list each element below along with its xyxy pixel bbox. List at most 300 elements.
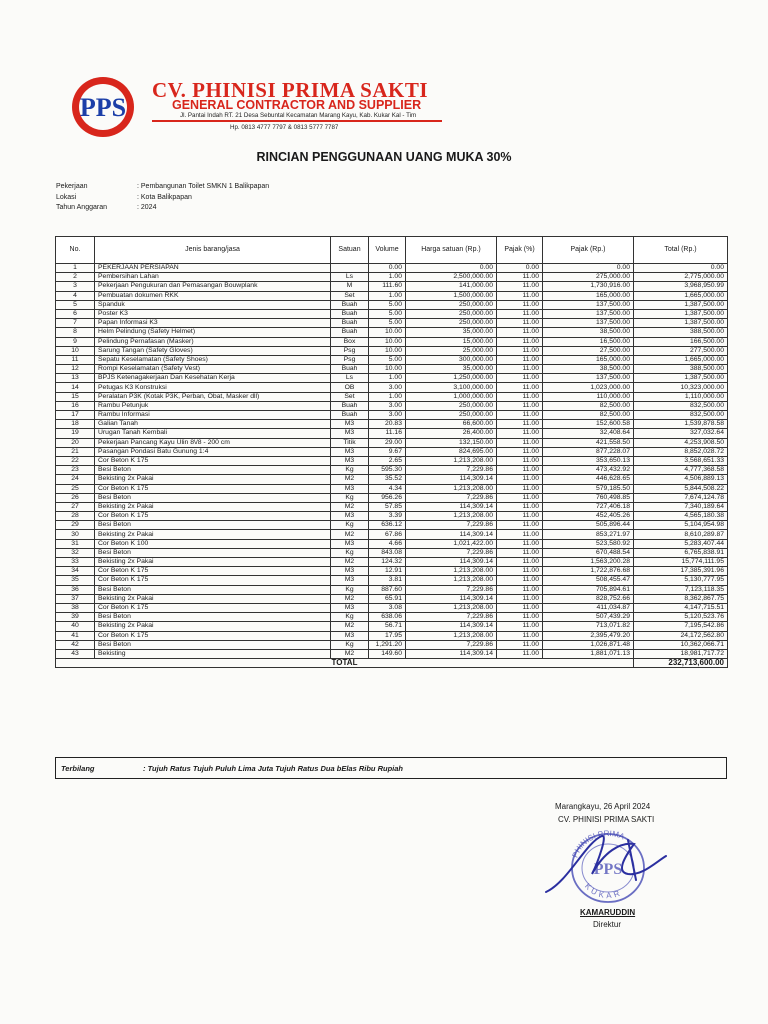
row-unit-price: 1,213,208.00	[406, 631, 497, 640]
row-unit-price: 35,000.00	[406, 365, 497, 374]
row-item: Helm Pelindung (Safety Helmet)	[95, 328, 331, 337]
row-unit-price: 114,309.14	[406, 530, 497, 539]
row-volume: 1.00	[369, 291, 406, 300]
company-name: CV. PHINISI PRIMA SAKTI	[152, 78, 428, 102]
row-total: 17,385,391.96	[634, 567, 728, 576]
project-meta	[56, 182, 269, 214]
row-item: Sarung Tangan (Safety Gloves)	[95, 346, 331, 355]
row-unit: M3	[331, 429, 369, 438]
row-tax-pct: 11.00	[497, 558, 543, 567]
row-tax-pct: 11.00	[497, 374, 543, 383]
row-volume: 5.00	[369, 319, 406, 328]
row-no: 5	[56, 300, 95, 309]
row-tax-amount: 853,271.97	[543, 530, 634, 539]
table-row	[56, 613, 728, 622]
col-header-no: No.	[56, 237, 95, 264]
row-tax-amount: 2,395,479.20	[543, 631, 634, 640]
row-volume: 595.30	[369, 466, 406, 475]
document-title: RINCIAN PENGGUNAAN UANG MUKA 30%	[256, 150, 512, 164]
row-tax-amount: 505,896.44	[543, 521, 634, 530]
row-no: 8	[56, 328, 95, 337]
company-logo	[70, 74, 136, 140]
row-unit-price: 250,000.00	[406, 319, 497, 328]
row-tax-pct: 11.00	[497, 346, 543, 355]
row-tax-amount: 38,500.00	[543, 365, 634, 374]
row-tax-amount: 705,894.61	[543, 585, 634, 594]
row-item: Besi Beton	[95, 548, 331, 557]
row-tax-pct: 11.00	[497, 392, 543, 401]
row-tax-amount: 0.00	[543, 264, 634, 273]
row-unit: Kg	[331, 466, 369, 475]
row-item: Besi Beton	[95, 585, 331, 594]
table-row	[56, 328, 728, 337]
row-unit-price: 25,000.00	[406, 346, 497, 355]
row-total: 10,362,066.71	[634, 640, 728, 649]
row-tax-amount: 411,034.87	[543, 603, 634, 612]
row-unit-price: 1,250,000.00	[406, 374, 497, 383]
row-total: 8,610,289.87	[634, 530, 728, 539]
row-volume: 3.39	[369, 512, 406, 521]
row-item: Sepatu Keselamatan (Safety Shoes)	[95, 355, 331, 364]
row-item: Pembuatan dokumen RKK	[95, 291, 331, 300]
meta-value: : 2024	[137, 204, 157, 211]
table-body	[56, 264, 728, 659]
col-header-tax-pct: Pajak (%)	[497, 237, 543, 264]
row-unit: M3	[331, 456, 369, 465]
signature-place-date: Marangkayu, 26 April 2024	[555, 802, 651, 811]
table-row	[56, 521, 728, 530]
row-unit: M2	[331, 594, 369, 603]
row-total: 6,765,838.91	[634, 548, 728, 557]
terbilang-box	[55, 757, 727, 779]
row-tax-pct: 11.00	[497, 603, 543, 612]
table-row	[56, 300, 728, 309]
letterhead-divider	[152, 120, 442, 122]
row-no: 6	[56, 309, 95, 318]
row-no: 24	[56, 475, 95, 484]
table-row	[56, 401, 728, 410]
row-item: Cor Beton K 175	[95, 631, 331, 640]
row-tax-amount: 760,498.85	[543, 493, 634, 502]
row-tax-pct: 11.00	[497, 456, 543, 465]
row-unit-price: 1,213,208.00	[406, 576, 497, 585]
row-item: Papan Informasi K3	[95, 319, 331, 328]
row-tax-pct: 11.00	[497, 300, 543, 309]
row-unit: M2	[331, 530, 369, 539]
signature-company: CV. PHINISI PRIMA SAKTI	[558, 815, 655, 824]
row-tax-pct: 11.00	[497, 401, 543, 410]
row-volume: 3.81	[369, 576, 406, 585]
row-total: 7,674,124.78	[634, 493, 728, 502]
row-tax-amount: 523,580.92	[543, 539, 634, 548]
row-no: 27	[56, 502, 95, 511]
row-no: 3	[56, 282, 95, 291]
row-unit	[331, 264, 369, 273]
row-tax-amount: 713,071.82	[543, 622, 634, 631]
row-item: Galian Tanah	[95, 420, 331, 429]
row-total: 5,283,407.44	[634, 539, 728, 548]
row-no: 26	[56, 493, 95, 502]
row-volume: 4.34	[369, 484, 406, 493]
row-tax-amount: 421,558.50	[543, 438, 634, 447]
row-tax-pct: 11.00	[497, 383, 543, 392]
row-tax-amount: 137,500.00	[543, 300, 634, 309]
row-no: 34	[56, 567, 95, 576]
table-row	[56, 456, 728, 465]
row-total: 5,120,523.76	[634, 613, 728, 622]
row-total: 5,130,777.95	[634, 576, 728, 585]
total-label: TOTAL	[56, 659, 634, 668]
row-tax-pct: 11.00	[497, 530, 543, 539]
table-row	[56, 512, 728, 521]
row-tax-amount: 32,408.64	[543, 429, 634, 438]
meta-row-lokasi	[56, 193, 269, 204]
row-unit: Kg	[331, 521, 369, 530]
row-unit-price: 250,000.00	[406, 401, 497, 410]
row-unit: Buah	[331, 411, 369, 420]
row-no: 38	[56, 603, 95, 612]
row-item: Bekisting 2x Pakai	[95, 594, 331, 603]
row-total: 4,253,908.50	[634, 438, 728, 447]
row-no: 9	[56, 337, 95, 346]
row-volume: 5.00	[369, 309, 406, 318]
row-unit: Buah	[331, 300, 369, 309]
row-unit-price: 141,000.00	[406, 282, 497, 291]
row-volume: 149.60	[369, 649, 406, 658]
row-item: Rambu Informasi	[95, 411, 331, 420]
row-item: Bekisting 2x Pakai	[95, 502, 331, 511]
row-total: 277,500.00	[634, 346, 728, 355]
row-unit: Psg	[331, 355, 369, 364]
table-row	[56, 530, 728, 539]
row-unit-price: 7,229.86	[406, 585, 497, 594]
row-volume: 2.65	[369, 456, 406, 465]
row-no: 11	[56, 355, 95, 364]
row-unit: M3	[331, 484, 369, 493]
table-header-row	[56, 237, 728, 264]
table-row	[56, 603, 728, 612]
row-total: 3,568,651.33	[634, 456, 728, 465]
row-unit: M3	[331, 539, 369, 548]
row-total: 832,500.00	[634, 411, 728, 420]
row-item: Besi Beton	[95, 493, 331, 502]
row-no: 42	[56, 640, 95, 649]
table-row	[56, 273, 728, 282]
row-unit: Box	[331, 337, 369, 346]
table-row	[56, 539, 728, 548]
company-phone: Hp. 0813 4777 7797 & 0813 5777 7787	[230, 124, 339, 131]
row-volume: 10.00	[369, 346, 406, 355]
table-row	[56, 567, 728, 576]
row-no: 13	[56, 374, 95, 383]
meta-row-tahun	[56, 203, 269, 214]
row-total: 1,539,878.58	[634, 420, 728, 429]
row-no: 1	[56, 264, 95, 273]
row-no: 23	[56, 466, 95, 475]
row-unit: M3	[331, 512, 369, 521]
row-tax-amount: 877,228.07	[543, 447, 634, 456]
row-unit-price: 1,213,208.00	[406, 512, 497, 521]
row-no: 28	[56, 512, 95, 521]
row-item: Pekerjaan Pengukuran dan Pemasangan Bouwplank	[95, 282, 331, 291]
row-unit: Buah	[331, 365, 369, 374]
cost-table	[55, 236, 728, 668]
row-no: 18	[56, 420, 95, 429]
row-volume: 124.32	[369, 558, 406, 567]
row-unit: Buah	[331, 309, 369, 318]
row-unit: Psg	[331, 346, 369, 355]
row-tax-pct: 11.00	[497, 438, 543, 447]
table-row	[56, 649, 728, 658]
row-tax-amount: 507,439.29	[543, 613, 634, 622]
row-total: 388,500.00	[634, 328, 728, 337]
row-unit: M2	[331, 502, 369, 511]
row-volume: 638.06	[369, 613, 406, 622]
row-volume: 20.83	[369, 420, 406, 429]
terbilang-value: : Tujuh Ratus Tujuh Puluh Lima Juta Tujuh Ratus Dua bElas Ribu Rupiah	[143, 763, 404, 773]
row-total: 8,362,867.75	[634, 594, 728, 603]
row-volume: 636.12	[369, 521, 406, 530]
row-tax-amount: 727,406.18	[543, 502, 634, 511]
row-unit-price: 66,600.00	[406, 420, 497, 429]
row-unit-price: 7,229.86	[406, 521, 497, 530]
row-no: 17	[56, 411, 95, 420]
row-tax-pct: 11.00	[497, 355, 543, 364]
row-unit-price: 132,150.00	[406, 438, 497, 447]
row-unit: M2	[331, 558, 369, 567]
row-unit: Buah	[331, 319, 369, 328]
row-total: 24,172,562.80	[634, 631, 728, 640]
table-row	[56, 502, 728, 511]
row-item: Cor Beton K 175	[95, 456, 331, 465]
row-unit: M2	[331, 649, 369, 658]
table-row	[56, 282, 728, 291]
row-no: 7	[56, 319, 95, 328]
row-total: 1,665,000.00	[634, 355, 728, 364]
row-item: Cor Beton K 175	[95, 576, 331, 585]
row-volume: 0.00	[369, 264, 406, 273]
col-header-item: Jenis barang/jasa	[95, 237, 331, 264]
row-unit: Buah	[331, 328, 369, 337]
row-unit-price: 1,000,000.00	[406, 392, 497, 401]
row-no: 12	[56, 365, 95, 374]
row-tax-amount: 1,563,200.28	[543, 558, 634, 567]
row-unit-price: 7,229.86	[406, 613, 497, 622]
row-tax-pct: 11.00	[497, 420, 543, 429]
row-total: 15,774,111.95	[634, 558, 728, 567]
row-item: Bekisting 2x Pakai	[95, 530, 331, 539]
row-unit: Buah	[331, 401, 369, 410]
row-unit: Titik	[331, 438, 369, 447]
row-tax-amount: 137,500.00	[543, 319, 634, 328]
row-total: 4,506,889.13	[634, 475, 728, 484]
row-volume: 3.00	[369, 401, 406, 410]
row-item: Pelindung Pernafasan (Masker)	[95, 337, 331, 346]
row-unit-price: 114,309.14	[406, 649, 497, 658]
table-row	[56, 420, 728, 429]
table-row	[56, 484, 728, 493]
row-tax-amount: 452,405.26	[543, 512, 634, 521]
row-total: 1,387,500.00	[634, 309, 728, 318]
row-item: Cor Beton K 100	[95, 539, 331, 548]
row-total: 5,844,508.22	[634, 484, 728, 493]
row-item: Peralatan P3K (Kotak P3K, Perban, Obat, Masker dll)	[95, 392, 331, 401]
row-total: 10,323,000.00	[634, 383, 728, 392]
row-unit-price: 7,229.86	[406, 640, 497, 649]
table-row	[56, 346, 728, 355]
row-unit: Kg	[331, 493, 369, 502]
row-unit-price: 250,000.00	[406, 411, 497, 420]
row-volume: 35.52	[369, 475, 406, 484]
row-item: BPJS Ketenagakerjaan Dan Kesehatan Kerja	[95, 374, 331, 383]
row-unit: M3	[331, 631, 369, 640]
row-item: PEKERJAAN PERSIAPAN	[95, 264, 331, 273]
row-total: 5,104,954.98	[634, 521, 728, 530]
row-volume: 3.00	[369, 383, 406, 392]
row-tax-pct: 11.00	[497, 567, 543, 576]
table-row	[56, 337, 728, 346]
row-no: 22	[56, 456, 95, 465]
row-volume: 9.67	[369, 447, 406, 456]
row-no: 14	[56, 383, 95, 392]
table-row	[56, 411, 728, 420]
row-unit: OB	[331, 383, 369, 392]
row-unit: Kg	[331, 640, 369, 649]
row-tax-amount: 353,650.13	[543, 456, 634, 465]
row-unit: Set	[331, 392, 369, 401]
row-unit: Set	[331, 291, 369, 300]
table-row	[56, 558, 728, 567]
row-tax-pct: 11.00	[497, 585, 543, 594]
row-tax-pct: 11.00	[497, 484, 543, 493]
row-total: 7,123,118.35	[634, 585, 728, 594]
row-unit-price: 1,213,208.00	[406, 603, 497, 612]
row-tax-pct: 11.00	[497, 631, 543, 640]
table-row	[56, 640, 728, 649]
row-volume: 5.00	[369, 300, 406, 309]
row-no: 4	[56, 291, 95, 300]
row-no: 36	[56, 585, 95, 594]
company-tagline: GENERAL CONTRACTOR AND SUPPLIER	[172, 98, 422, 112]
row-tax-pct: 11.00	[497, 613, 543, 622]
row-tax-amount: 579,185.50	[543, 484, 634, 493]
row-unit-price: 3,100,000.00	[406, 383, 497, 392]
row-total: 4,147,715.51	[634, 603, 728, 612]
table-row	[56, 447, 728, 456]
row-volume: 1,291.20	[369, 640, 406, 649]
row-unit-price: 114,309.14	[406, 502, 497, 511]
row-tax-pct: 11.00	[497, 475, 543, 484]
row-item: Bekisting 2x Pakai	[95, 622, 331, 631]
row-tax-pct: 11.00	[497, 309, 543, 318]
table-row	[56, 264, 728, 273]
signatory-name: KAMARUDDIN	[580, 908, 636, 917]
col-header-tax-amount: Pajak (Rp.)	[543, 237, 634, 264]
row-unit: Kg	[331, 585, 369, 594]
row-tax-amount: 137,500.00	[543, 374, 634, 383]
table-row	[56, 585, 728, 594]
table-row	[56, 309, 728, 318]
row-total: 1,665,000.00	[634, 291, 728, 300]
row-item: Cor Beton K 175	[95, 484, 331, 493]
row-unit-price: 114,309.14	[406, 594, 497, 603]
meta-key: Tahun Anggaran	[56, 204, 107, 211]
row-tax-amount: 1,730,916.00	[543, 282, 634, 291]
row-tax-pct: 11.00	[497, 429, 543, 438]
row-unit: Ls	[331, 273, 369, 282]
row-unit: M2	[331, 622, 369, 631]
svg-text:PPS: PPS	[593, 861, 623, 878]
row-tax-amount: 1,722,876.68	[543, 567, 634, 576]
row-unit-price: 1,213,208.00	[406, 484, 497, 493]
row-total: 327,032.64	[634, 429, 728, 438]
row-tax-amount: 473,432.92	[543, 466, 634, 475]
row-unit: M3	[331, 420, 369, 429]
meta-row-pekerjaan	[56, 182, 269, 193]
row-tax-pct: 11.00	[497, 512, 543, 521]
row-total: 2,775,000.00	[634, 273, 728, 282]
row-tax-amount: 152,600.58	[543, 420, 634, 429]
row-unit-price: 1,213,208.00	[406, 456, 497, 465]
row-tax-pct: 11.00	[497, 282, 543, 291]
row-volume: 10.00	[369, 328, 406, 337]
row-tax-amount: 27,500.00	[543, 346, 634, 355]
row-no: 20	[56, 438, 95, 447]
row-tax-pct: 11.00	[497, 337, 543, 346]
row-unit-price: 300,000.00	[406, 355, 497, 364]
row-tax-amount: 670,488.54	[543, 548, 634, 557]
row-tax-pct: 11.00	[497, 640, 543, 649]
svg-text:PPS: PPS	[79, 93, 127, 122]
table-row	[56, 622, 728, 631]
row-unit-price: 7,229.86	[406, 493, 497, 502]
row-item: Pekerjaan Pancang Kayu Ulin 8\/8 - 200 cm	[95, 438, 331, 447]
row-tax-amount: 38,500.00	[543, 328, 634, 337]
row-no: 35	[56, 576, 95, 585]
row-no: 39	[56, 613, 95, 622]
row-total: 7,340,189.64	[634, 502, 728, 511]
row-total: 4,777,368.58	[634, 466, 728, 475]
svg-text:KUKAR: KUKAR	[582, 881, 624, 901]
row-item: Urugan Tanah Kembali	[95, 429, 331, 438]
table-row	[56, 383, 728, 392]
table-row	[56, 493, 728, 502]
row-item: Bekisting 2x Pakai	[95, 475, 331, 484]
row-volume: 57.85	[369, 502, 406, 511]
row-tax-amount: 446,628.65	[543, 475, 634, 484]
row-unit: M2	[331, 475, 369, 484]
row-unit-price: 2,500,000.00	[406, 273, 497, 282]
table-row	[56, 548, 728, 557]
meta-key: Lokasi	[56, 193, 77, 201]
row-volume: 10.00	[369, 337, 406, 346]
row-tax-pct: 11.00	[497, 328, 543, 337]
row-volume: 56.71	[369, 622, 406, 631]
row-tax-amount: 1,881,071.13	[543, 649, 634, 658]
table-row	[56, 429, 728, 438]
row-volume: 67.86	[369, 530, 406, 539]
row-volume: 956.26	[369, 493, 406, 502]
row-item: Rompi Keselamatan (Safety Vest)	[95, 365, 331, 374]
row-tax-amount: 275,000.00	[543, 273, 634, 282]
total-value: 232,713,600.00	[634, 659, 728, 668]
row-volume: 3.08	[369, 603, 406, 612]
row-unit-price: 1,021,422.00	[406, 539, 497, 548]
row-unit-price: 26,400.00	[406, 429, 497, 438]
row-unit: M3	[331, 576, 369, 585]
row-unit-price: 250,000.00	[406, 300, 497, 309]
row-volume: 4.66	[369, 539, 406, 548]
